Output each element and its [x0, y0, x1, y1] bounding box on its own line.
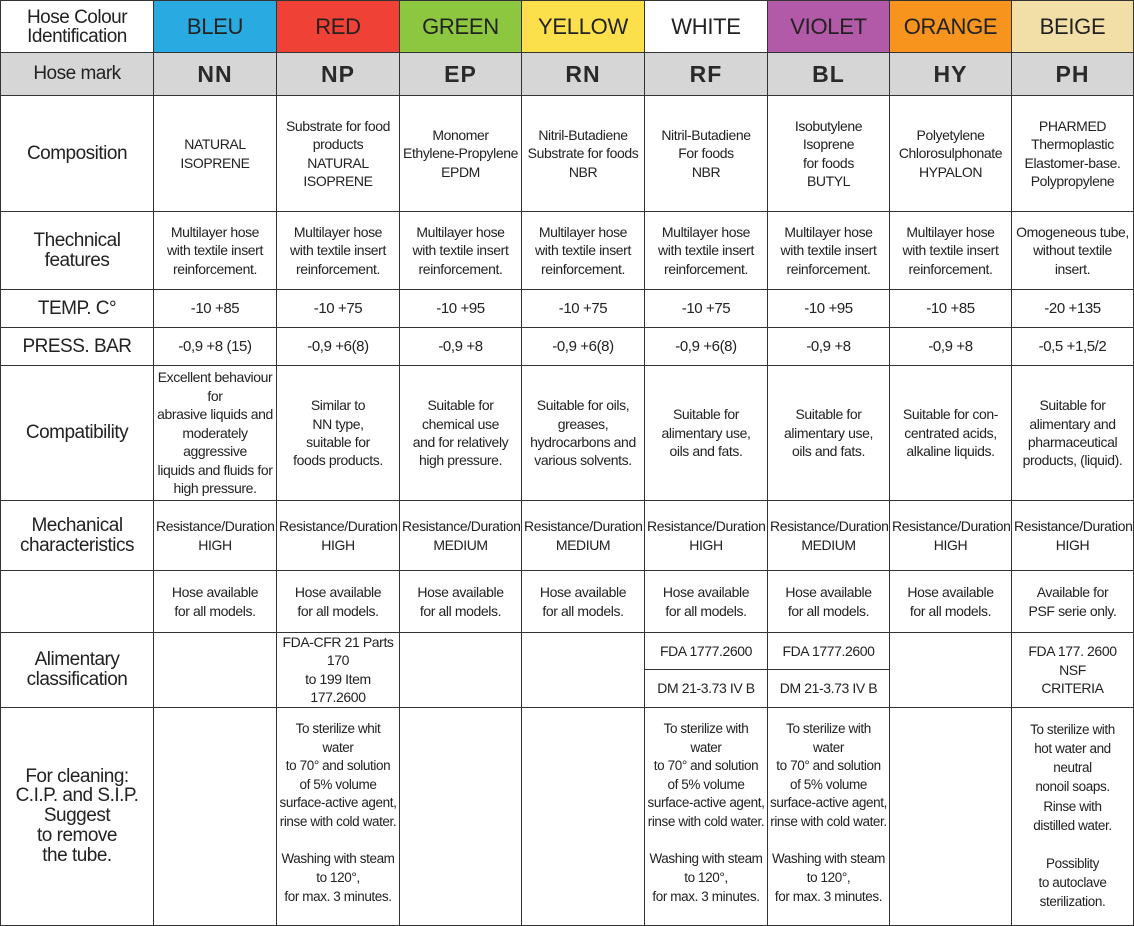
mech-cell: Resistance/Duration HIGH	[890, 501, 1012, 571]
avail-cell: Hose available for all models.	[890, 571, 1012, 633]
avail-cell: Available for PSF serie only.	[1012, 571, 1134, 633]
mech-cell: Resistance/Duration HIGH	[154, 501, 277, 571]
temp-cell: -10 +85	[154, 290, 277, 328]
compat-cell: Suitable for chemical use and for relatively high pressure.	[400, 366, 522, 501]
temp-cell: -10 +75	[277, 290, 400, 328]
clean-cell-empty	[522, 707, 645, 925]
clean-cell: To sterilize with hot water and neutral nonoil soaps. Rinse with distilled water. Possiblity to autoclave sterilization.	[1012, 707, 1134, 925]
alim-cell: FDA 177. 2600 NSF CRITERIA	[1012, 633, 1134, 708]
alim-label: Alimentary classification	[1, 633, 154, 708]
colour-label: Hose Colour Identification	[1, 1, 154, 53]
press-cell: -0,9 +6(8)	[522, 328, 645, 366]
alim-cell-empty	[154, 633, 277, 708]
compat-cell: Suitable for oils, greases, hydrocarbons and various solvents.	[522, 366, 645, 501]
clean-cell: To sterilize with water to 70° and solution of 5% volume surface-active agent, rinse with cold water. Washing with steam to 120°, for max. 3 minutes.	[645, 707, 768, 925]
compat-cell: Suitable for alimentary and pharmaceutical products, (liquid).	[1012, 366, 1134, 501]
avail-label	[1, 571, 154, 633]
temp-cell: -10 +95	[768, 290, 890, 328]
press-cell: -0,9 +8 (15)	[154, 328, 277, 366]
press-cell: -0,9 +8	[400, 328, 522, 366]
composition-cell: NATURAL ISOPRENE	[154, 96, 277, 212]
colour-row	[1, 1, 1134, 53]
features-cell: Multilayer hose with textile insert reinforcement.	[400, 212, 522, 290]
mark-rf: RF	[645, 53, 768, 96]
press-cell: -0,9 +6(8)	[645, 328, 768, 366]
mech-row	[1, 501, 1134, 571]
composition-cell: Nitril-Butadiene Substrate for foods NBR	[522, 96, 645, 212]
clean-label: For cleaning: C.I.P. and S.I.P. Suggest to remove the tube.	[1, 707, 154, 925]
avail-row	[1, 571, 1134, 633]
compat-cell: Excellent behaviour for abrasive liquids and moderately aggressive liquids and fluids for high pressure.	[154, 366, 277, 501]
mech-cell: Resistance/Duration MEDIUM	[400, 501, 522, 571]
features-label: Thechnical features	[1, 212, 154, 290]
mark-rn: RN	[522, 53, 645, 96]
compat-cell: Suitable for alimentary use, oils and fats.	[645, 366, 768, 501]
features-cell: Multilayer hose with textile insert reinforcement.	[768, 212, 890, 290]
composition-cell: PHARMED Thermoplastic Elastomer-base. Polypropylene	[1012, 96, 1134, 212]
alim-cell: FDA-CFR 21 Parts 170 to 199 Item 177.2600	[277, 633, 400, 708]
mech-label: Mechanical characteristics	[1, 501, 154, 571]
features-cell: Omogeneous tube, without textile insert.	[1012, 212, 1134, 290]
colour-red: RED	[277, 1, 400, 53]
composition-cell: Isobutylene Isoprene for foods BUTYL	[768, 96, 890, 212]
press-cell: -0,9 +8	[890, 328, 1012, 366]
clean-cell: To sterilize whit water to 70° and solution of 5% volume surface-active agent, rinse with cold water. Washing with steam to 120°, for max. 3 minutes.	[277, 707, 400, 925]
mech-cell: Resistance/Duration HIGH	[1012, 501, 1134, 571]
alim-cell-empty	[890, 633, 1012, 708]
colour-green: GREEN	[400, 1, 522, 53]
avail-cell: Hose available for all models.	[400, 571, 522, 633]
press-row	[1, 328, 1134, 366]
avail-cell: Hose available for all models.	[768, 571, 890, 633]
composition-cell: Polyetylene Chlorosulphonate HYPALON	[890, 96, 1012, 212]
temp-cell: -20 +135	[1012, 290, 1134, 328]
compat-cell: Suitable for con- centrated acids, alkaline liquids.	[890, 366, 1012, 501]
clean-cell-empty	[890, 707, 1012, 925]
features-cell: Multilayer hose with textile insert reinforcement.	[645, 212, 768, 290]
compat-row	[1, 366, 1134, 501]
colour-violet: VIOLET	[768, 1, 890, 53]
alim-cell: DM 21-3.73 IV B	[768, 670, 890, 707]
mark-nn: NN	[154, 53, 277, 96]
colour-beige: BEIGE	[1012, 1, 1134, 53]
alim-row	[1, 633, 1134, 670]
composition-cell: Substrate for food products NATURAL ISOPRENE	[277, 96, 400, 212]
mech-cell: Resistance/Duration HIGH	[277, 501, 400, 571]
mark-np: NP	[277, 53, 400, 96]
composition-label: Composition	[1, 96, 154, 212]
press-cell: -0,5 +1,5/2	[1012, 328, 1134, 366]
alim-cell: DM 21-3.73 IV B	[645, 670, 768, 707]
mark-hy: HY	[890, 53, 1012, 96]
clean-cell-empty	[400, 707, 522, 925]
mark-row	[1, 53, 1134, 96]
temp-cell: -10 +95	[400, 290, 522, 328]
avail-cell: Hose available for all models.	[154, 571, 277, 633]
features-cell: Multilayer hose with textile insert reinforcement.	[890, 212, 1012, 290]
avail-cell: Hose available for all models.	[522, 571, 645, 633]
temp-cell: -10 +75	[645, 290, 768, 328]
alim-cell: FDA 1777.2600	[768, 633, 890, 670]
press-cell: -0,9 +6(8)	[277, 328, 400, 366]
mark-ep: EP	[400, 53, 522, 96]
clean-cell: To sterilize with water to 70° and solution of 5% volume surface-active agent, rinse with cold water. Washing with steam to 120°, for max. 3 minutes.	[768, 707, 890, 925]
avail-cell: Hose available for all models.	[277, 571, 400, 633]
temp-cell: -10 +75	[522, 290, 645, 328]
press-label: PRESS. BAR	[1, 328, 154, 366]
temp-cell: -10 +85	[890, 290, 1012, 328]
mech-cell: Resistance/Duration MEDIUM	[768, 501, 890, 571]
composition-cell: Monomer Ethylene-Propylene EPDM	[400, 96, 522, 212]
mark-label: Hose mark	[1, 53, 154, 96]
alim-cell: FDA 1777.2600	[645, 633, 768, 670]
mark-ph: PH	[1012, 53, 1134, 96]
features-cell: Multilayer hose with textile insert reinforcement.	[522, 212, 645, 290]
compat-label: Compatibility	[1, 366, 154, 501]
avail-cell: Hose available for all models.	[645, 571, 768, 633]
features-row	[1, 212, 1134, 290]
alim-cell-empty	[400, 633, 522, 708]
features-cell: Multilayer hose with textile insert reinforcement.	[154, 212, 277, 290]
temp-label: TEMP. C°	[1, 290, 154, 328]
colour-orange: ORANGE	[890, 1, 1012, 53]
mech-cell: Resistance/Duration HIGH	[645, 501, 768, 571]
mech-cell: Resistance/Duration MEDIUM	[522, 501, 645, 571]
features-cell: Multilayer hose with textile insert reinforcement.	[277, 212, 400, 290]
temp-row	[1, 290, 1134, 328]
clean-cell-empty	[154, 707, 277, 925]
colour-white: WHITE	[645, 1, 768, 53]
compat-cell: Similar to NN type, suitable for foods products.	[277, 366, 400, 501]
composition-row	[1, 96, 1134, 212]
alim-cell-empty	[522, 633, 645, 708]
clean-row	[1, 707, 1134, 925]
compat-cell: Suitable for alimentary use, oils and fats.	[768, 366, 890, 501]
colour-yellow: YELLOW	[522, 1, 645, 53]
colour-bleu: BLEU	[154, 1, 277, 53]
mark-bl: BL	[768, 53, 890, 96]
composition-cell: Nitril-Butadiene For foods NBR	[645, 96, 768, 212]
press-cell: -0,9 +8	[768, 328, 890, 366]
